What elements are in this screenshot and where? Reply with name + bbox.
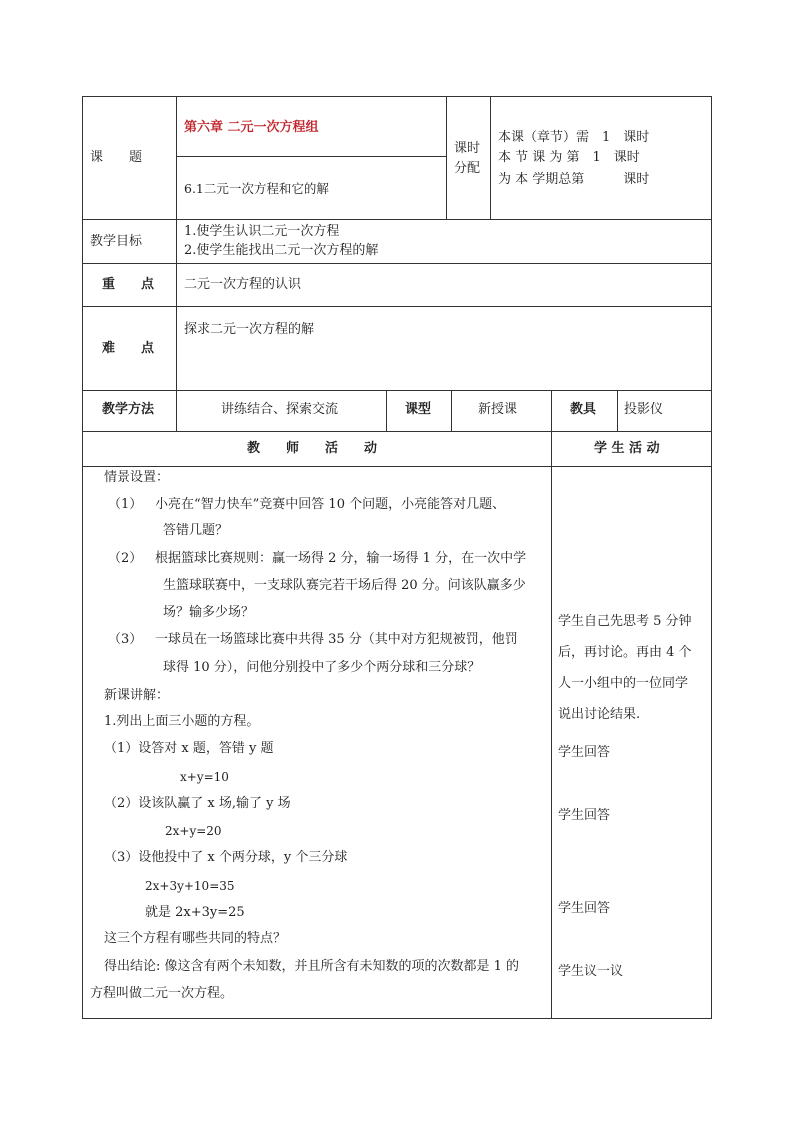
equation-1: x+y=10: [180, 770, 229, 784]
question-3-number: （3）: [108, 632, 143, 647]
difficulty-text: 探求二元一次方程的解: [184, 322, 315, 337]
row-divider: [176, 156, 446, 157]
student-note-line-4: 说出讨论结果.: [558, 707, 641, 722]
student-answer-1: 学生回答: [558, 745, 611, 760]
col-divider: [386, 390, 387, 431]
scene-title: 情景设置：: [104, 470, 170, 485]
goal-line-2: 2.使学生能找出二元一次方程的解: [184, 243, 379, 258]
period-line-2: 本 节 课 为 第 1 课时: [498, 150, 640, 165]
question-2-number: （2）: [108, 551, 143, 566]
teacher-activity-heading: 教 师 活 动: [247, 441, 378, 456]
teaching-tool-value: 投影仪: [624, 402, 664, 417]
method-value: 讲练结合、探索交流: [221, 402, 339, 417]
student-answer-2: 学生回答: [558, 808, 611, 823]
conclusion-line-2: 方程叫做二元一次方程。: [90, 986, 234, 1001]
student-note-line-1: 学生自己先思考 5 分钟: [558, 614, 692, 629]
course-type-value: 新授课: [478, 402, 518, 417]
period-line-1: 本课（章节）需 1 课时: [498, 130, 650, 145]
col-divider: [451, 390, 452, 431]
answer-2: （2）设该队赢了 x 场,输了 y 场: [104, 796, 291, 811]
goal-line-1: 1.使学生认识二元一次方程: [184, 224, 340, 239]
question-2-line-2: 生篮球联赛中，一支球队赛完若干场后得 20 分。问该队赢多少: [163, 578, 526, 593]
student-note-line-2: 后，再讨论。再由 4 个: [558, 645, 692, 660]
features-question: 这三个方程有哪些共同的特点？: [104, 931, 287, 946]
table-border-left: [82, 96, 83, 1019]
period-label-2: 分配: [454, 161, 481, 176]
question-3-line-1: 一球员在一场篮球比赛中共得 35 分（其中对方犯规被罚，他罚: [155, 632, 518, 647]
question-2-line-3: 场？输多少场？: [163, 605, 255, 620]
table-border-bottom: [82, 1018, 712, 1019]
conclusion-line-1: 得出结论: 像这含有两个未知数，并且所含有未知数的项的次数都是 1 的: [104, 959, 520, 974]
course-label: 课 题: [90, 150, 143, 165]
student-discussion: 学生议一议: [558, 964, 624, 979]
question-2-line-1: 根据篮球比赛规则：赢一场得 2 分，输一场得 1 分，在一次中学: [155, 551, 527, 566]
difficulty-label: 难 点: [102, 341, 155, 356]
question-1-number: （1）: [108, 497, 143, 512]
equation-2: 2x+y=20: [165, 824, 222, 838]
new-lesson-title: 新课讲解：: [104, 688, 170, 703]
col-divider: [446, 96, 447, 220]
goals-label: 教学目标: [90, 234, 143, 249]
row-divider: [82, 431, 712, 432]
question-1-line-2: 答错几题？: [163, 523, 229, 538]
col-divider: [617, 390, 618, 431]
course-type-label: 课型: [405, 402, 432, 417]
chapter-title: 第六章 二元一次方程组: [184, 120, 319, 135]
period-line-3: 为 本 学期总第 课时: [498, 172, 650, 187]
key-point-label: 重 点: [102, 277, 155, 292]
col-divider: [551, 390, 552, 1018]
answer-3: （3）设他投中了 x 个两分球，y 个三分球: [104, 850, 348, 865]
period-label-1: 课时: [454, 141, 481, 156]
step-1: 1.列出上面三小题的方程。: [104, 714, 260, 729]
answer-1: （1）设答对 x 题，答错 y 题: [104, 741, 274, 756]
key-point-text: 二元一次方程的认识: [184, 277, 302, 292]
table-border-right: [711, 96, 712, 1019]
section-title: 6.1二元一次方程和它的解: [184, 181, 329, 196]
student-activity-heading: 学 生 活 动: [594, 441, 660, 456]
student-answer-3: 学生回答: [558, 901, 611, 916]
col-divider: [176, 96, 177, 431]
equation-3: 2x+3y+10=35: [145, 879, 235, 893]
question-1-line-1: 小亮在“智力快车”竞赛中回答 10 个问题，小亮能答对几题、: [155, 497, 506, 512]
student-note-line-3: 人一小组中的一位同学: [558, 676, 689, 691]
row-divider: [82, 466, 712, 467]
col-divider: [490, 96, 491, 220]
equation-3-simplified: 就是 2x+3y=25: [145, 905, 245, 920]
question-3-line-2: 球得 10 分），问他分别投中了多少个两分球和三分球？: [163, 660, 481, 675]
method-label: 教学方法: [102, 402, 155, 417]
teaching-tool-label: 教具: [570, 402, 597, 417]
